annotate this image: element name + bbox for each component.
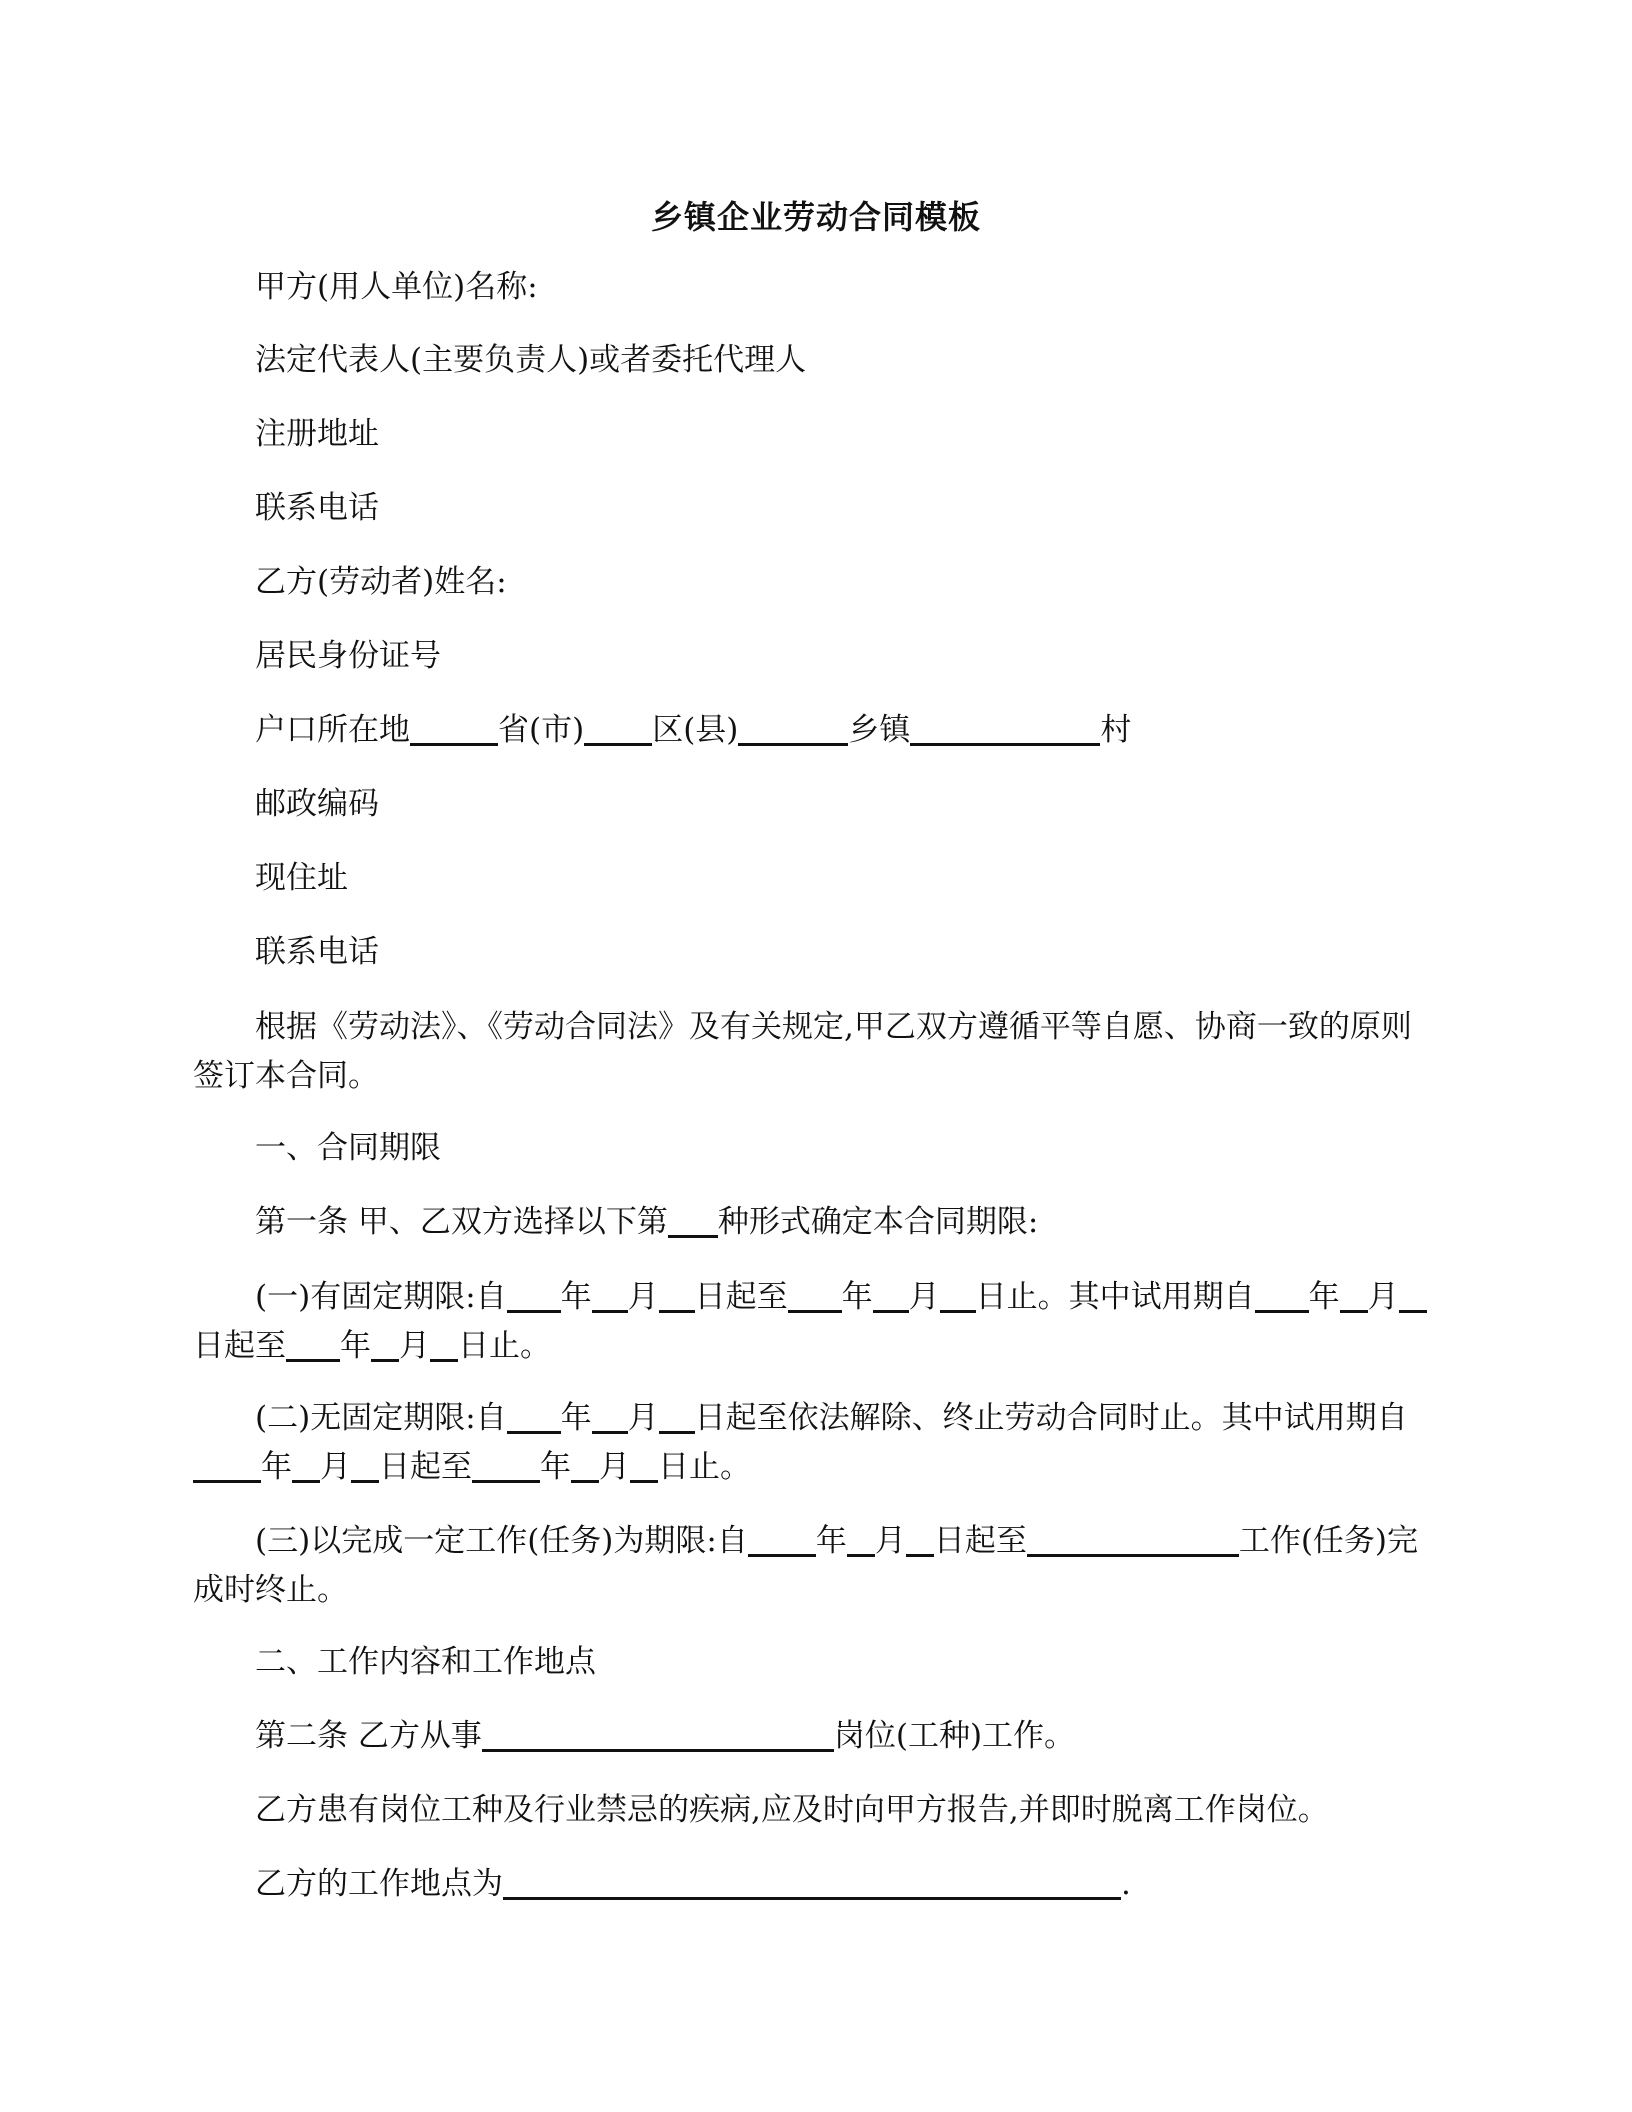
article1-line: [255, 1200, 1038, 1244]
option3-start-month-blank[interactable]: [847, 1524, 875, 1557]
option2-probation-end-label: 日止。: [658, 1449, 751, 1485]
option1-probation-end-month-label: 月: [399, 1328, 430, 1364]
option2-probation-from-label: 日起至: [379, 1449, 472, 1485]
option1-end-label: 日止。: [975, 1279, 1069, 1315]
option1-probation-from-label: 日起至: [193, 1328, 286, 1364]
party-a-name-label: 甲方(用人单位)名称:: [255, 269, 538, 305]
option2-start-day-blank[interactable]: [659, 1401, 695, 1434]
party-b-current-address-label: 现住址: [255, 860, 348, 896]
hukou-province-blank[interactable]: [410, 713, 498, 746]
party-a-address-label: 注册地址: [255, 416, 379, 452]
party-b-name-label: 乙方(劳动者)姓名:: [255, 564, 507, 600]
option1-probation-start-day-blank[interactable]: [1399, 1280, 1427, 1313]
option2-probation-year-label: 年: [261, 1449, 292, 1485]
option1-year-label: 年: [560, 1279, 592, 1315]
option1-end-month-label: 月: [908, 1279, 940, 1315]
option2-probation-end-month-blank[interactable]: [571, 1450, 599, 1483]
party-b-postcode-label: 邮政编码: [255, 786, 379, 822]
workplace-line: [255, 1862, 1131, 1906]
option3-month-label: 月: [874, 1523, 906, 1559]
option3-task-blank[interactable]: [1027, 1524, 1239, 1557]
hukou-town-label: 乡镇: [848, 712, 911, 748]
option2-probation-end-year-label: 年: [540, 1449, 571, 1485]
article1-option-blank[interactable]: [668, 1205, 718, 1238]
workplace-prefix: 乙方的工作地点为: [255, 1866, 503, 1902]
article2-prefix: 第二条 乙方从事: [255, 1718, 482, 1754]
option2-probation-start-year-blank[interactable]: [193, 1450, 261, 1483]
hukou-town-blank[interactable]: [738, 713, 848, 746]
section2-heading: 二、工作内容和工作地点: [255, 1644, 596, 1680]
workplace-suffix: .: [1121, 1866, 1131, 1902]
option1-end-year-label: 年: [841, 1279, 873, 1315]
option2-probation-end-day-blank[interactable]: [630, 1450, 658, 1483]
option1-end-month-blank[interactable]: [873, 1280, 909, 1313]
option1-start-year-blank[interactable]: [507, 1280, 561, 1313]
option2-mid-text: 日起至依法解除、终止劳动合同时止。其中试用期自: [694, 1400, 1408, 1436]
option1-probation-end-year-blank[interactable]: [286, 1329, 340, 1362]
option3-start-day-blank[interactable]: [906, 1524, 934, 1557]
option1-start-month-blank[interactable]: [592, 1280, 628, 1313]
hukou-district-blank[interactable]: [584, 713, 652, 746]
option1-probation-start-month-blank[interactable]: [1340, 1280, 1368, 1313]
hukou-province-label: 省(市): [498, 712, 585, 748]
preamble-paragraph: 根据《劳动法》、《劳动合同法》及有关规定,甲乙双方遵循平等自愿、协商一致的原则签订本合同。: [193, 1009, 1412, 1094]
article1-prefix: 第一条 甲、乙双方选择以下第: [255, 1204, 668, 1240]
option1-probation-month-label: 月: [1367, 1279, 1399, 1315]
document-title: 乡镇企业劳动合同模板: [650, 198, 981, 236]
article2-line: [255, 1714, 1075, 1758]
option1-probation-start-year-blank[interactable]: [1255, 1280, 1309, 1313]
option2-prefix: (二)无固定期限:自: [255, 1400, 507, 1436]
option3-from-label: 日起至: [933, 1523, 1027, 1559]
option2-probation-end-year-blank[interactable]: [472, 1450, 540, 1483]
option2-start-year-blank[interactable]: [507, 1401, 561, 1434]
option1-paragraph: [193, 1273, 1433, 1371]
option2-probation-end-month-label: 月: [599, 1449, 630, 1485]
option3-year-label: 年: [815, 1523, 847, 1559]
option1-probation-end-label: 日止。: [458, 1328, 551, 1364]
option1-prefix: (一)有固定期限:自: [255, 1279, 507, 1315]
hukou-district-label: 区(县): [652, 712, 739, 748]
option1-probation-end-month-blank[interactable]: [371, 1329, 399, 1362]
hukou-label: 户口所在地: [255, 712, 410, 748]
article2-suffix: 岗位(工种)工作。: [833, 1718, 1076, 1754]
section1-heading: 一、合同期限: [255, 1130, 441, 1166]
workplace-blank[interactable]: [503, 1867, 1121, 1900]
option1-month-label: 月: [627, 1279, 659, 1315]
option2-paragraph: [193, 1394, 1433, 1492]
party-a-representative-label: 法定代表人(主要负责人)或者委托代理人: [255, 342, 807, 378]
option1-probation-end-year-label: 年: [340, 1328, 371, 1364]
article1-suffix: 种形式确定本合同期限:: [717, 1204, 1039, 1240]
option2-month-label: 月: [627, 1400, 659, 1436]
option1-end-year-blank[interactable]: [788, 1280, 842, 1313]
article2-position-blank[interactable]: [482, 1719, 834, 1752]
option2-probation-month-label: 月: [320, 1449, 351, 1485]
option1-probation-year-label: 年: [1308, 1279, 1340, 1315]
option2-probation-start-day-blank[interactable]: [351, 1450, 379, 1483]
party-b-id-label: 居民身份证号: [255, 638, 441, 674]
party-a-phone-label: 联系电话: [255, 490, 379, 526]
option3-prefix: (三)以完成一定工作(任务)为期限:自: [255, 1523, 748, 1559]
disease-clause: 乙方患有岗位工种及行业禁忌的疾病,应及时向甲方报告,并即时脱离工作岗位。: [255, 1792, 1329, 1828]
option1-start-day-blank[interactable]: [659, 1280, 695, 1313]
option1-probation-prefix: 其中试用期自: [1068, 1279, 1255, 1315]
hukou-village-label: 村: [1100, 712, 1132, 748]
option3-start-year-blank[interactable]: [748, 1524, 816, 1557]
option2-year-label: 年: [560, 1400, 592, 1436]
option1-from-label: 日起至: [694, 1279, 788, 1315]
option1-end-day-blank[interactable]: [940, 1280, 976, 1313]
option3-paragraph: [193, 1517, 1433, 1615]
option2-start-month-blank[interactable]: [592, 1401, 628, 1434]
party-b-hukou-line: [255, 708, 1131, 752]
option3-suffix: 工作(任务)完成时终止。: [193, 1523, 1419, 1608]
option1-probation-end-day-blank[interactable]: [430, 1329, 458, 1362]
option2-probation-start-month-blank[interactable]: [292, 1450, 320, 1483]
party-b-phone-label: 联系电话: [255, 934, 379, 970]
hukou-village-blank[interactable]: [910, 713, 1100, 746]
